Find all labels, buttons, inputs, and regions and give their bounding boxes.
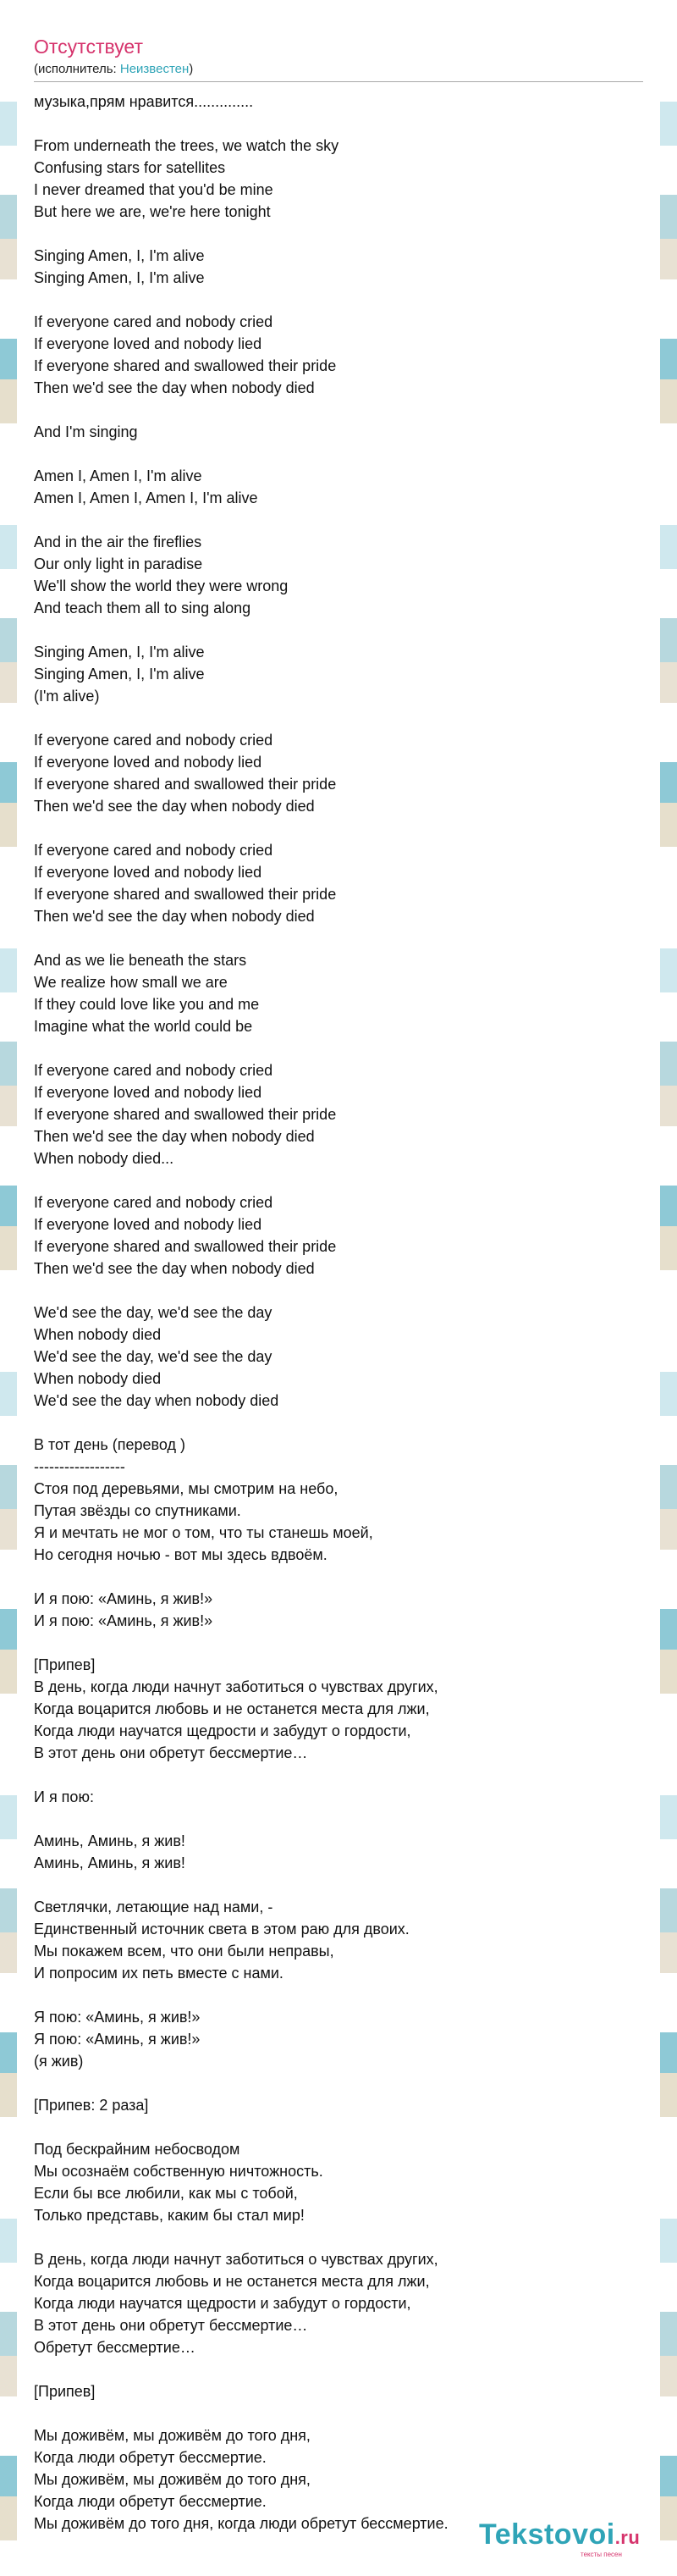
lyric-line: Светлячки, летающие над нами, - <box>34 1899 273 1915</box>
lyric-line: Imagine what the world could be <box>34 1018 253 1035</box>
lyric-line: Our only light in paradise <box>34 556 203 572</box>
lyric-line: (я жив) <box>34 2053 84 2070</box>
lyric-line: И попросим их петь вместе с нами. <box>34 1965 283 1982</box>
lyric-line: [Припев] <box>34 2383 96 2400</box>
lyric-line <box>34 113 643 135</box>
lyrics-text <box>34 91 643 2535</box>
lyric-line <box>34 817 643 839</box>
lyric-line: Только представь, каким бы стал мир! <box>34 2207 305 2224</box>
lyric-line: I never dreamed that you'd be mine <box>34 181 273 198</box>
lyric-line: Singing Amen, I, I'm alive <box>34 247 205 264</box>
lyric-line <box>34 1037 643 1059</box>
lyric-line: If everyone cared and nobody cried <box>34 732 273 749</box>
lyric-line: музыка,прям нравится.............. <box>34 93 254 110</box>
lyric-line: And teach them all to sing along <box>34 600 251 616</box>
lyric-line: Мы доживём до того дня, когда люди обретут бессмертие. <box>34 2515 449 2532</box>
lyric-line: We'd see the day, we'd see the day <box>34 1348 272 1365</box>
lyric-line: Singing Amen, I, I'm alive <box>34 269 205 286</box>
lyric-line <box>34 1984 643 2006</box>
lyric-line: Когда люди обретут бессмертие. <box>34 2493 267 2510</box>
lyric-line <box>34 1874 643 1896</box>
lyric-line <box>34 1566 643 1588</box>
lyric-line: [Припев: 2 раза] <box>34 2097 149 2114</box>
lyric-line: When nobody died <box>34 1326 162 1343</box>
lyric-line: Я пою: «Аминь, я жив!» <box>34 2031 201 2048</box>
lyric-line <box>34 2072 643 2094</box>
lyric-line: Когда люди обретут бессмертие. <box>34 2449 267 2466</box>
artist-suffix: ) <box>189 62 194 76</box>
lyric-line: Но сегодня ночью - вот мы здесь вдвоём. <box>34 1546 327 1563</box>
lyric-line <box>34 509 643 531</box>
lyric-line: В этот день они обретут бессмертие… <box>34 1744 308 1761</box>
lyric-line: If everyone cared and nobody cried <box>34 1194 273 1211</box>
lyric-line: В этот день они обретут бессмертие… <box>34 2317 308 2334</box>
logo-text: Tekstovoi <box>479 2518 615 2551</box>
site-logo[interactable] <box>479 2520 640 2558</box>
lyric-line: We'd see the day when nobody died <box>34 1392 279 1409</box>
lyric-line: From underneath the trees, we watch the sky <box>34 137 339 154</box>
lyric-line: [Припев] <box>34 1656 96 1673</box>
lyric-line: Под бескрайним небосводом <box>34 2141 240 2158</box>
artist-link[interactable]: Неизвестен <box>119 62 190 76</box>
lyric-line: Мы покажем всем, что они были неправы, <box>34 1943 334 1960</box>
lyric-line: Amen I, Amen I, Amen I, I'm alive <box>34 489 258 506</box>
lyric-line: And as we lie beneath the stars <box>34 952 247 969</box>
lyric-line <box>34 1632 643 1654</box>
left-decorative-stripes <box>0 0 17 2576</box>
lyric-line: We realize how small we are <box>34 974 228 991</box>
lyric-line: When nobody died <box>34 1370 162 1387</box>
lyric-line: Путая звёзды со спутниками. <box>34 1502 241 1519</box>
lyric-line: В тот день (перевод ) <box>34 1436 185 1453</box>
title-divider <box>34 81 643 82</box>
lyric-line: Когда люди научатся щедрости и забудут о гордости, <box>34 1722 411 1739</box>
lyric-line: If everyone cared and nobody cried <box>34 313 273 330</box>
lyric-line: И я пою: «Аминь, я жив!» <box>34 1612 213 1629</box>
lyric-line: И я пою: «Аминь, я жив!» <box>34 1590 213 1607</box>
lyric-line: If everyone loved and nobody lied <box>34 754 262 771</box>
lyric-line: If everyone shared and swallowed their pride <box>34 776 337 793</box>
lyric-line: Обретут бессмертие… <box>34 2339 195 2356</box>
lyric-line: Аминь, Аминь, я жив! <box>34 1855 185 1871</box>
lyric-line: If everyone shared and swallowed their pride <box>34 1106 337 1123</box>
lyric-line <box>34 2402 643 2424</box>
lyric-line: Мы доживём, мы доживём до того дня, <box>34 2427 311 2444</box>
song-title: Отсутствует <box>34 36 143 58</box>
lyric-line: If everyone shared and swallowed their pride <box>34 1238 337 1255</box>
lyric-line: Singing Amen, I, I'm alive <box>34 644 205 661</box>
lyric-line: Стоя под деревьями, мы смотрим на небо, <box>34 1480 338 1497</box>
lyric-line <box>34 2116 643 2138</box>
lyrics-page <box>34 34 643 2535</box>
lyric-line: We'll show the world they were wrong <box>34 578 289 594</box>
lyric-line: Когда воцарится любовь и не останется места для лжи, <box>34 1700 430 1717</box>
lyric-line: В день, когда люди начнут заботиться о чувствах других, <box>34 1678 438 1695</box>
lyric-line: Аминь, Аминь, я жив! <box>34 1832 185 1849</box>
lyric-line: If everyone loved and nobody lied <box>34 335 262 352</box>
lyric-line <box>34 399 643 421</box>
lyric-line <box>34 223 643 245</box>
lyric-line: Я пою: «Аминь, я жив!» <box>34 2009 201 2026</box>
lyric-line: В день, когда люди начнут заботиться о чувствах других, <box>34 2251 438 2268</box>
lyric-line: But here we are, we're here tonight <box>34 203 271 220</box>
lyric-line: Then we'd see the day when nobody died <box>34 798 315 815</box>
lyric-line: Then we'd see the day when nobody died <box>34 908 315 925</box>
lyric-line <box>34 707 643 729</box>
lyric-line: And I'm singing <box>34 423 138 440</box>
lyric-line: Мы осознаём собственную ничтожность. <box>34 2163 323 2180</box>
lyric-line: Singing Amen, I, I'm alive <box>34 666 205 683</box>
lyric-line: Когда воцарится любовь и не останется места для лжи, <box>34 2273 430 2290</box>
lyric-line <box>34 289 643 311</box>
logo-tagline: тексты песен <box>581 2551 622 2558</box>
lyric-line <box>34 1764 643 1786</box>
lyric-line: ------------------ <box>34 1458 125 1475</box>
lyric-line: Мы доживём, мы доживём до того дня, <box>34 2471 311 2488</box>
artist-line <box>34 61 643 78</box>
lyric-line: Если бы все любили, как мы с тобой, <box>34 2185 298 2202</box>
logo-domain: .ru <box>614 2527 641 2548</box>
lyric-line: Когда люди научатся щедрости и забудут о гордости, <box>34 2295 411 2312</box>
lyric-line: If everyone loved and nobody lied <box>34 864 262 881</box>
lyric-line: If everyone shared and swallowed their pride <box>34 886 337 903</box>
lyric-line <box>34 2226 643 2248</box>
lyric-line <box>34 1169 643 1191</box>
lyric-line <box>34 1412 643 1434</box>
lyric-line <box>34 1280 643 1302</box>
lyric-line: If everyone cared and nobody cried <box>34 1062 273 1079</box>
lyric-line: If everyone loved and nobody lied <box>34 1216 262 1233</box>
lyric-line: (I'm alive) <box>34 688 100 705</box>
lyric-line <box>34 2358 643 2380</box>
lyric-line: And in the air the fireflies <box>34 533 202 550</box>
lyric-line <box>34 1808 643 1830</box>
lyric-line: If everyone loved and nobody lied <box>34 1084 262 1101</box>
lyric-line: We'd see the day, we'd see the day <box>34 1304 272 1321</box>
lyric-line: When nobody died... <box>34 1150 174 1167</box>
lyric-line <box>34 443 643 465</box>
lyric-line: Я и мечтать не мог о том, что ты станешь моей, <box>34 1524 373 1541</box>
lyric-line: If everyone shared and swallowed their pride <box>34 357 337 374</box>
lyric-line <box>34 619 643 641</box>
lyric-line: Единственный источник света в этом раю для двоих. <box>34 1921 410 1938</box>
artist-prefix: (исполнитель: <box>34 62 120 76</box>
lyric-line: Amen I, Amen I, I'm alive <box>34 467 202 484</box>
lyric-line: If they could love like you and me <box>34 996 260 1013</box>
lyric-line: Then we'd see the day when nobody died <box>34 379 315 396</box>
right-decorative-stripes <box>660 0 677 2576</box>
lyric-line: Then we'd see the day when nobody died <box>34 1260 315 1277</box>
lyric-line: И я пою: <box>34 1788 94 1805</box>
lyric-line <box>34 927 643 949</box>
lyric-line: Confusing stars for satellites <box>34 159 226 176</box>
lyric-line: Then we'd see the day when nobody died <box>34 1128 315 1145</box>
lyric-line: If everyone cared and nobody cried <box>34 842 273 859</box>
